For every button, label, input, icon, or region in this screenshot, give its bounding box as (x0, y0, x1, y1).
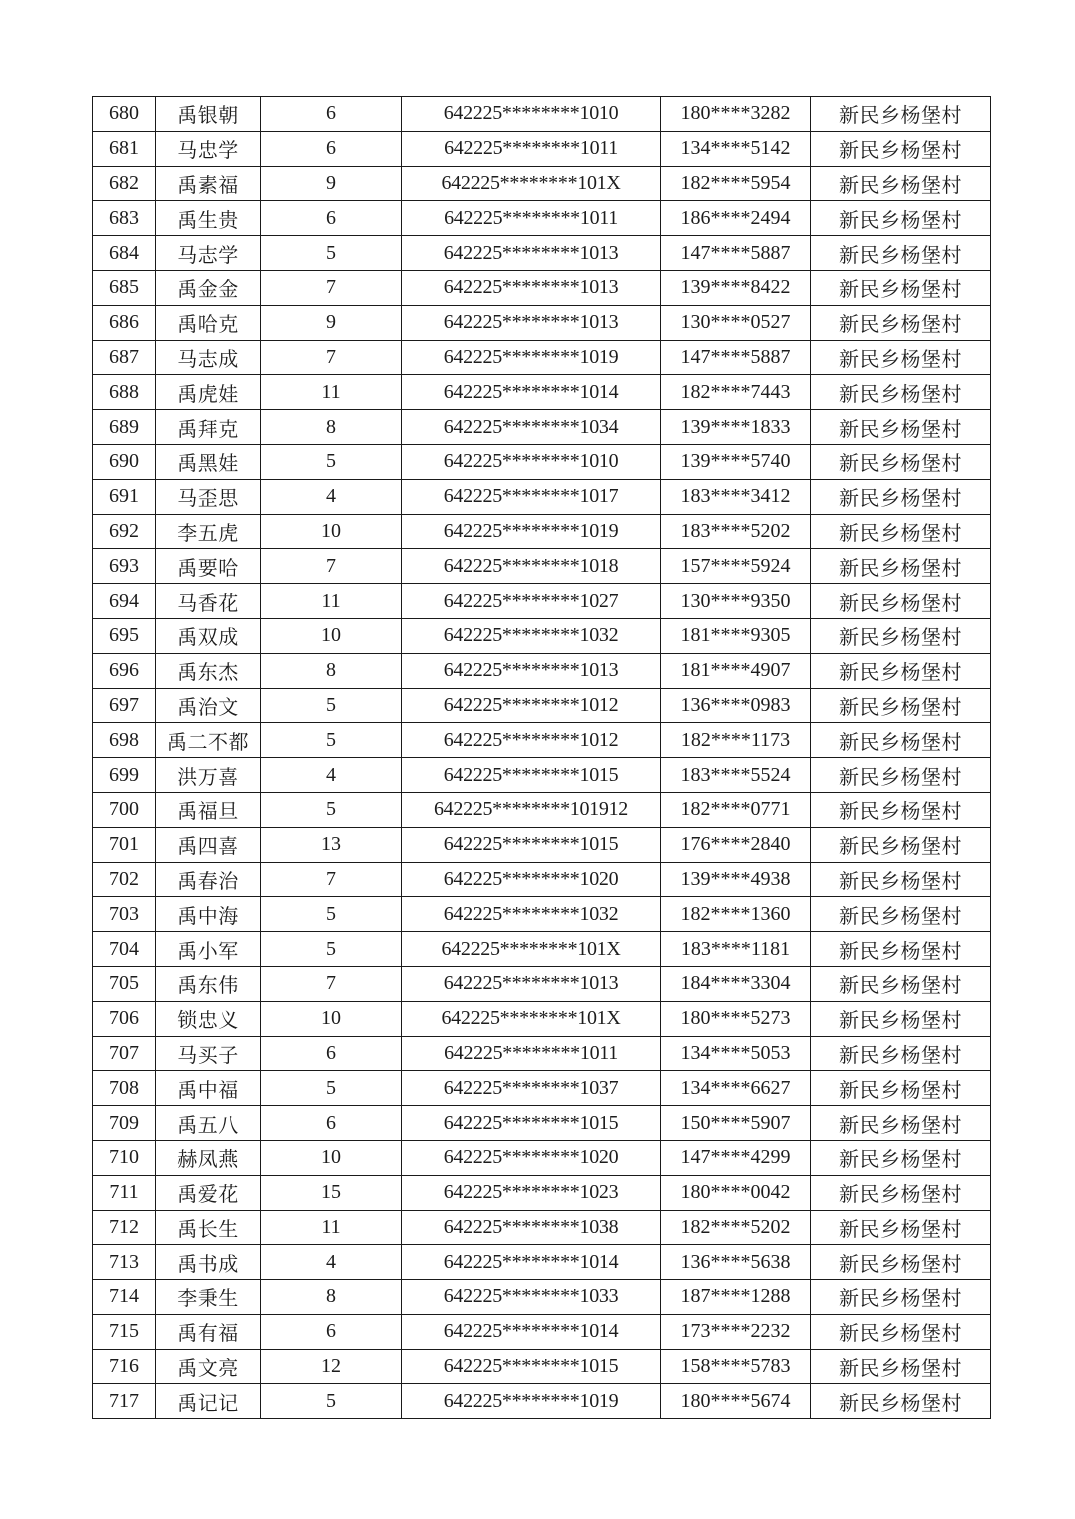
cell-phone-masked: 182****5202 (661, 1210, 811, 1245)
cell-sequence-number: 706 (93, 1001, 156, 1036)
cell-sequence-number: 695 (93, 618, 156, 653)
cell-id-number-masked: 642225********1015 (402, 827, 661, 862)
cell-person-name: 洪万喜 (156, 758, 261, 793)
cell-village: 新民乡杨堡村 (811, 97, 991, 132)
cell-household-size: 6 (261, 1314, 402, 1349)
cell-household-size: 7 (261, 549, 402, 584)
cell-person-name: 禹要哈 (156, 549, 261, 584)
cell-phone-masked: 180****5674 (661, 1384, 811, 1419)
cell-sequence-number: 698 (93, 723, 156, 758)
cell-person-name: 禹文亮 (156, 1349, 261, 1384)
cell-sequence-number: 692 (93, 514, 156, 549)
cell-id-number-masked: 642225********1020 (402, 1140, 661, 1175)
cell-phone-masked: 184****3304 (661, 966, 811, 1001)
cell-household-size: 10 (261, 1140, 402, 1175)
table-row (93, 1384, 991, 1419)
cell-id-number-masked: 642225********101X (402, 166, 661, 201)
cell-household-size: 5 (261, 932, 402, 967)
cell-household-size: 5 (261, 1071, 402, 1106)
cell-phone-masked: 180****3282 (661, 97, 811, 132)
cell-phone-masked: 173****2232 (661, 1314, 811, 1349)
cell-sequence-number: 712 (93, 1210, 156, 1245)
cell-sequence-number: 690 (93, 444, 156, 479)
cell-id-number-masked: 642225********1015 (402, 1106, 661, 1141)
cell-id-number-masked: 642225********1037 (402, 1071, 661, 1106)
cell-person-name: 禹双成 (156, 618, 261, 653)
cell-village: 新民乡杨堡村 (811, 723, 991, 758)
cell-person-name: 禹书成 (156, 1245, 261, 1280)
cell-village: 新民乡杨堡村 (811, 1001, 991, 1036)
cell-household-size: 10 (261, 1001, 402, 1036)
cell-person-name: 禹二不都 (156, 723, 261, 758)
cell-person-name: 禹哈克 (156, 305, 261, 340)
cell-id-number-masked: 642225********1019 (402, 1384, 661, 1419)
cell-id-number-masked: 642225********1011 (402, 201, 661, 236)
cell-person-name: 马买子 (156, 1036, 261, 1071)
cell-household-size: 8 (261, 1280, 402, 1315)
cell-sequence-number: 714 (93, 1280, 156, 1315)
cell-id-number-masked: 642225********1032 (402, 897, 661, 932)
cell-village: 新民乡杨堡村 (811, 584, 991, 619)
cell-village: 新民乡杨堡村 (811, 1140, 991, 1175)
cell-person-name: 赫凤燕 (156, 1140, 261, 1175)
table-row (93, 1140, 991, 1175)
cell-phone-masked: 147****5887 (661, 340, 811, 375)
cell-sequence-number: 694 (93, 584, 156, 619)
cell-sequence-number: 683 (93, 201, 156, 236)
cell-person-name: 马忠学 (156, 131, 261, 166)
cell-person-name: 锁忠义 (156, 1001, 261, 1036)
cell-village: 新民乡杨堡村 (811, 479, 991, 514)
roster-body (93, 97, 991, 1419)
cell-sequence-number: 710 (93, 1140, 156, 1175)
cell-person-name: 禹爱花 (156, 1175, 261, 1210)
table-row (93, 758, 991, 793)
cell-sequence-number: 716 (93, 1349, 156, 1384)
cell-sequence-number: 702 (93, 862, 156, 897)
cell-phone-masked: 157****5924 (661, 549, 811, 584)
cell-person-name: 禹记记 (156, 1384, 261, 1419)
cell-phone-masked: 136****0983 (661, 688, 811, 723)
cell-household-size: 6 (261, 1036, 402, 1071)
cell-id-number-masked: 642225********1011 (402, 131, 661, 166)
cell-village: 新民乡杨堡村 (811, 201, 991, 236)
cell-household-size: 11 (261, 375, 402, 410)
cell-phone-masked: 182****0771 (661, 792, 811, 827)
table-row (93, 1036, 991, 1071)
cell-person-name: 禹长生 (156, 1210, 261, 1245)
cell-person-name: 禹金金 (156, 270, 261, 305)
cell-household-size: 4 (261, 758, 402, 793)
cell-sequence-number: 685 (93, 270, 156, 305)
cell-id-number-masked: 642225********1019 (402, 514, 661, 549)
cell-phone-masked: 182****5954 (661, 166, 811, 201)
cell-person-name: 马志学 (156, 236, 261, 271)
cell-id-number-masked: 642225********1032 (402, 618, 661, 653)
cell-person-name: 禹中海 (156, 897, 261, 932)
cell-person-name: 禹东杰 (156, 653, 261, 688)
cell-id-number-masked: 642225********1010 (402, 444, 661, 479)
table-row (93, 897, 991, 932)
cell-sequence-number: 704 (93, 932, 156, 967)
cell-id-number-masked: 642225********1023 (402, 1175, 661, 1210)
cell-id-number-masked: 642225********1018 (402, 549, 661, 584)
cell-person-name: 禹有福 (156, 1314, 261, 1349)
table-row (93, 1001, 991, 1036)
table-row (93, 862, 991, 897)
cell-village: 新民乡杨堡村 (811, 375, 991, 410)
cell-sequence-number: 709 (93, 1106, 156, 1141)
cell-phone-masked: 150****5907 (661, 1106, 811, 1141)
cell-phone-masked: 182****1360 (661, 897, 811, 932)
cell-phone-masked: 134****6627 (661, 1071, 811, 1106)
cell-person-name: 禹福旦 (156, 792, 261, 827)
cell-person-name: 禹四喜 (156, 827, 261, 862)
cell-village: 新民乡杨堡村 (811, 1245, 991, 1280)
cell-sequence-number: 693 (93, 549, 156, 584)
cell-phone-masked: 136****5638 (661, 1245, 811, 1280)
table-row (93, 410, 991, 445)
cell-id-number-masked: 642225********1027 (402, 584, 661, 619)
cell-phone-masked: 182****1173 (661, 723, 811, 758)
cell-phone-masked: 147****5887 (661, 236, 811, 271)
cell-id-number-masked: 642225********1013 (402, 966, 661, 1001)
cell-id-number-masked: 642225********1014 (402, 1314, 661, 1349)
table-row (93, 827, 991, 862)
cell-household-size: 5 (261, 792, 402, 827)
cell-household-size: 4 (261, 1245, 402, 1280)
cell-sequence-number: 691 (93, 479, 156, 514)
cell-household-size: 9 (261, 305, 402, 340)
cell-sequence-number: 689 (93, 410, 156, 445)
cell-phone-masked: 130****0527 (661, 305, 811, 340)
cell-id-number-masked: 642225********1017 (402, 479, 661, 514)
table-row (93, 966, 991, 1001)
cell-sequence-number: 715 (93, 1314, 156, 1349)
cell-id-number-masked: 642225********1014 (402, 375, 661, 410)
cell-household-size: 6 (261, 201, 402, 236)
cell-village: 新民乡杨堡村 (811, 305, 991, 340)
cell-id-number-masked: 642225********1010 (402, 97, 661, 132)
cell-household-size: 15 (261, 1175, 402, 1210)
table-row (93, 131, 991, 166)
cell-phone-masked: 183****1181 (661, 932, 811, 967)
cell-village: 新民乡杨堡村 (811, 1384, 991, 1419)
cell-household-size: 11 (261, 584, 402, 619)
cell-household-size: 6 (261, 1106, 402, 1141)
cell-phone-masked: 139****5740 (661, 444, 811, 479)
table-row (93, 1314, 991, 1349)
cell-household-size: 13 (261, 827, 402, 862)
cell-sequence-number: 701 (93, 827, 156, 862)
table-row (93, 444, 991, 479)
cell-village: 新民乡杨堡村 (811, 549, 991, 584)
table-row (93, 270, 991, 305)
cell-village: 新民乡杨堡村 (811, 1349, 991, 1384)
cell-village: 新民乡杨堡村 (811, 236, 991, 271)
cell-id-number-masked: 642225********1012 (402, 688, 661, 723)
cell-phone-masked: 139****8422 (661, 270, 811, 305)
cell-phone-masked: 183****3412 (661, 479, 811, 514)
cell-phone-masked: 134****5142 (661, 131, 811, 166)
cell-household-size: 5 (261, 897, 402, 932)
cell-household-size: 7 (261, 862, 402, 897)
cell-village: 新民乡杨堡村 (811, 862, 991, 897)
table-row (93, 305, 991, 340)
cell-sequence-number: 703 (93, 897, 156, 932)
cell-id-number-masked: 642225********1013 (402, 270, 661, 305)
cell-village: 新民乡杨堡村 (811, 653, 991, 688)
cell-village: 新民乡杨堡村 (811, 1280, 991, 1315)
cell-person-name: 禹治文 (156, 688, 261, 723)
cell-household-size: 10 (261, 514, 402, 549)
cell-person-name: 禹黑娃 (156, 444, 261, 479)
cell-sequence-number: 713 (93, 1245, 156, 1280)
cell-village: 新民乡杨堡村 (811, 966, 991, 1001)
cell-household-size: 8 (261, 410, 402, 445)
cell-sequence-number: 687 (93, 340, 156, 375)
table-row (93, 1071, 991, 1106)
cell-household-size: 6 (261, 97, 402, 132)
cell-id-number-masked: 642225********1019 (402, 340, 661, 375)
cell-village: 新民乡杨堡村 (811, 1175, 991, 1210)
cell-village: 新民乡杨堡村 (811, 270, 991, 305)
table-row (93, 618, 991, 653)
cell-phone-masked: 139****1833 (661, 410, 811, 445)
cell-person-name: 禹小军 (156, 932, 261, 967)
cell-person-name: 马香花 (156, 584, 261, 619)
cell-phone-masked: 180****5273 (661, 1001, 811, 1036)
cell-phone-masked: 158****5783 (661, 1349, 811, 1384)
cell-phone-masked: 186****2494 (661, 201, 811, 236)
cell-sequence-number: 708 (93, 1071, 156, 1106)
cell-person-name: 禹银朝 (156, 97, 261, 132)
cell-phone-masked: 182****7443 (661, 375, 811, 410)
cell-id-number-masked: 642225********1033 (402, 1280, 661, 1315)
table-row (93, 479, 991, 514)
cell-village: 新民乡杨堡村 (811, 1071, 991, 1106)
cell-phone-masked: 183****5524 (661, 758, 811, 793)
cell-phone-masked: 134****5053 (661, 1036, 811, 1071)
cell-id-number-masked: 642225********1015 (402, 1349, 661, 1384)
cell-phone-masked: 147****4299 (661, 1140, 811, 1175)
cell-phone-masked: 187****1288 (661, 1280, 811, 1315)
cell-sequence-number: 707 (93, 1036, 156, 1071)
table-row (93, 375, 991, 410)
cell-sequence-number: 699 (93, 758, 156, 793)
table-row (93, 1245, 991, 1280)
cell-village: 新民乡杨堡村 (811, 444, 991, 479)
cell-person-name: 禹中福 (156, 1071, 261, 1106)
cell-village: 新民乡杨堡村 (811, 688, 991, 723)
cell-sequence-number: 681 (93, 131, 156, 166)
table-row (93, 1106, 991, 1141)
cell-household-size: 4 (261, 479, 402, 514)
table-row (93, 688, 991, 723)
cell-household-size: 7 (261, 966, 402, 1001)
cell-village: 新民乡杨堡村 (811, 758, 991, 793)
table-row (93, 1175, 991, 1210)
cell-sequence-number: 711 (93, 1175, 156, 1210)
table-row (93, 97, 991, 132)
table-row (93, 549, 991, 584)
cell-household-size: 12 (261, 1349, 402, 1384)
table-row (93, 584, 991, 619)
cell-village: 新民乡杨堡村 (811, 792, 991, 827)
cell-sequence-number: 680 (93, 97, 156, 132)
cell-village: 新民乡杨堡村 (811, 1314, 991, 1349)
table-row (93, 340, 991, 375)
cell-sequence-number: 682 (93, 166, 156, 201)
table-row (93, 236, 991, 271)
cell-village: 新民乡杨堡村 (811, 1036, 991, 1071)
cell-person-name: 李秉生 (156, 1280, 261, 1315)
cell-id-number-masked: 642225********1013 (402, 305, 661, 340)
cell-sequence-number: 684 (93, 236, 156, 271)
cell-phone-masked: 181****9305 (661, 618, 811, 653)
cell-id-number-masked: 642225********101X (402, 1001, 661, 1036)
cell-village: 新民乡杨堡村 (811, 410, 991, 445)
cell-sequence-number: 686 (93, 305, 156, 340)
cell-village: 新民乡杨堡村 (811, 340, 991, 375)
cell-household-size: 5 (261, 688, 402, 723)
cell-sequence-number: 700 (93, 792, 156, 827)
cell-phone-masked: 180****0042 (661, 1175, 811, 1210)
cell-household-size: 8 (261, 653, 402, 688)
cell-phone-masked: 183****5202 (661, 514, 811, 549)
table-row (93, 723, 991, 758)
table-row (93, 1349, 991, 1384)
cell-village: 新民乡杨堡村 (811, 897, 991, 932)
cell-village: 新民乡杨堡村 (811, 166, 991, 201)
cell-id-number-masked: 642225********1011 (402, 1036, 661, 1071)
cell-person-name: 禹生贵 (156, 201, 261, 236)
cell-village: 新民乡杨堡村 (811, 514, 991, 549)
cell-id-number-masked: 642225********1014 (402, 1245, 661, 1280)
cell-phone-masked: 176****2840 (661, 827, 811, 862)
cell-household-size: 7 (261, 270, 402, 305)
table-row (93, 1280, 991, 1315)
cell-household-size: 5 (261, 1384, 402, 1419)
cell-sequence-number: 697 (93, 688, 156, 723)
cell-id-number-masked: 642225********1020 (402, 862, 661, 897)
cell-id-number-masked: 642225********1038 (402, 1210, 661, 1245)
table-row (93, 514, 991, 549)
cell-id-number-masked: 642225********101X (402, 932, 661, 967)
cell-id-number-masked: 642225********1012 (402, 723, 661, 758)
table-row (93, 792, 991, 827)
cell-household-size: 7 (261, 340, 402, 375)
cell-id-number-masked: 642225********1015 (402, 758, 661, 793)
cell-phone-masked: 130****9350 (661, 584, 811, 619)
cell-village: 新民乡杨堡村 (811, 618, 991, 653)
cell-person-name: 李五虎 (156, 514, 261, 549)
cell-id-number-masked: 642225********1013 (402, 236, 661, 271)
cell-village: 新民乡杨堡村 (811, 827, 991, 862)
table-row (93, 166, 991, 201)
cell-person-name: 禹虎娃 (156, 375, 261, 410)
cell-person-name: 马歪思 (156, 479, 261, 514)
cell-person-name: 禹五八 (156, 1106, 261, 1141)
cell-person-name: 禹素福 (156, 166, 261, 201)
cell-household-size: 9 (261, 166, 402, 201)
cell-village: 新民乡杨堡村 (811, 1210, 991, 1245)
cell-sequence-number: 696 (93, 653, 156, 688)
table-row (93, 1210, 991, 1245)
cell-sequence-number: 688 (93, 375, 156, 410)
roster-table (92, 96, 991, 1419)
cell-id-number-masked: 642225********1013 (402, 653, 661, 688)
cell-person-name: 禹拜克 (156, 410, 261, 445)
cell-household-size: 5 (261, 723, 402, 758)
cell-village: 新民乡杨堡村 (811, 131, 991, 166)
cell-id-number-masked: 642225********1034 (402, 410, 661, 445)
table-row (93, 932, 991, 967)
cell-household-size: 11 (261, 1210, 402, 1245)
cell-household-size: 10 (261, 618, 402, 653)
cell-person-name: 禹东伟 (156, 966, 261, 1001)
cell-village: 新民乡杨堡村 (811, 1106, 991, 1141)
cell-phone-masked: 181****4907 (661, 653, 811, 688)
table-row (93, 201, 991, 236)
table-row (93, 653, 991, 688)
cell-sequence-number: 717 (93, 1384, 156, 1419)
cell-phone-masked: 139****4938 (661, 862, 811, 897)
cell-person-name: 马志成 (156, 340, 261, 375)
cell-household-size: 6 (261, 131, 402, 166)
cell-person-name: 禹春治 (156, 862, 261, 897)
cell-household-size: 5 (261, 236, 402, 271)
cell-household-size: 5 (261, 444, 402, 479)
cell-id-number-masked: 642225********101912 (402, 792, 661, 827)
cell-sequence-number: 705 (93, 966, 156, 1001)
cell-village: 新民乡杨堡村 (811, 932, 991, 967)
